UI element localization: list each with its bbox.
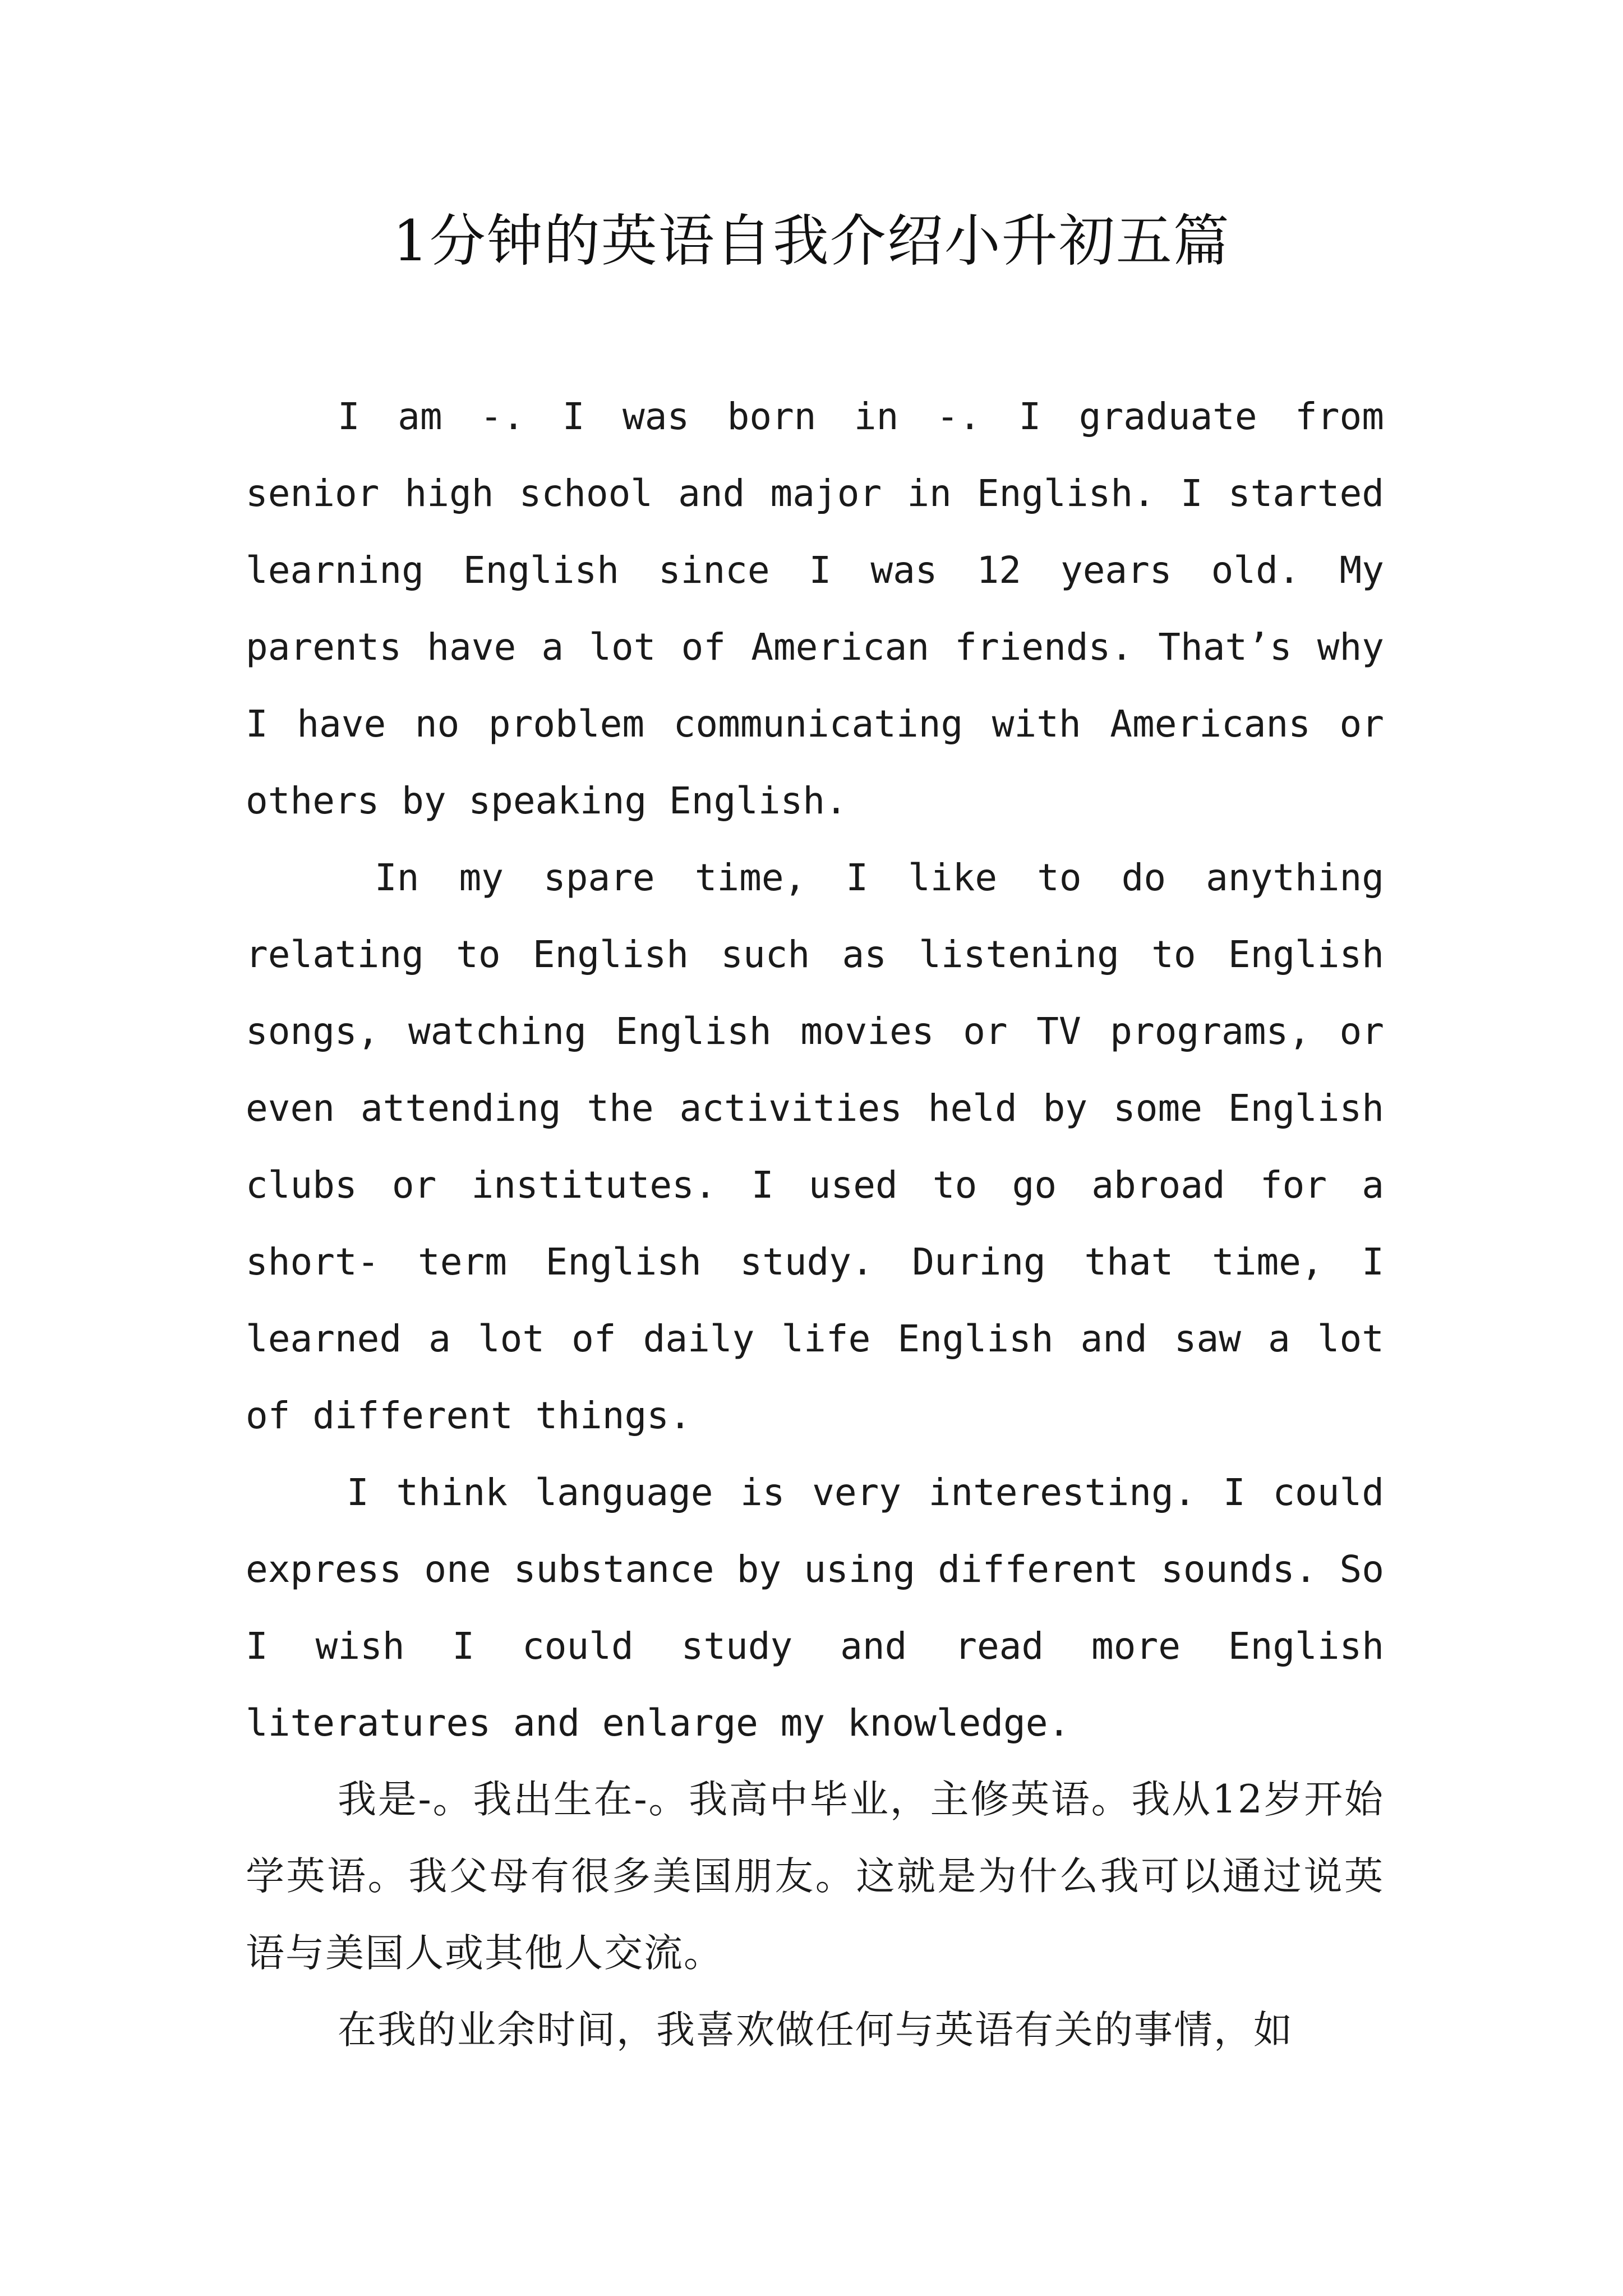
paragraph-chinese-spare-time: 在我的业余时间，我喜欢做任何与英语有关的事情，如 <box>338 2008 1293 2053</box>
paragraph-english-spare-time: In my spare time, I like to do anything relating to English such as listening to English songs, watching English movies or TV programs, or even attending the activities held by some English clubs or institutes. I used to go abroad for a short- term English study. During that time, I learned a lot of daily life English and saw a lot of different things. <box>246 856 1384 1437</box>
paragraph-english-language: I think language is very interesting. I could express one substance by using different sounds. So I wish I could study and read more English literatures and enlarge my knowledge. <box>246 1471 1384 1745</box>
paragraph-chinese-intro: 我是-。我出生在-。我高中毕业，主修英语。我从12岁开始学英语。我父母有很多美国朋友。这就是为什么我可以通过说英语与美国人或其他人交流。 <box>246 1777 1384 1976</box>
document-title: 1分钟的英语自我介绍小升初五篇 <box>393 208 1230 274</box>
paragraph-english-intro: I am -. I was born in -. I graduate from senior high school and major in English. I started learning English since I was 12 years old. My parents have a lot of American friends. That’s why I have no problem communicating with Americans or others by speaking English. <box>246 395 1384 822</box>
document-body <box>246 378 1384 2069</box>
